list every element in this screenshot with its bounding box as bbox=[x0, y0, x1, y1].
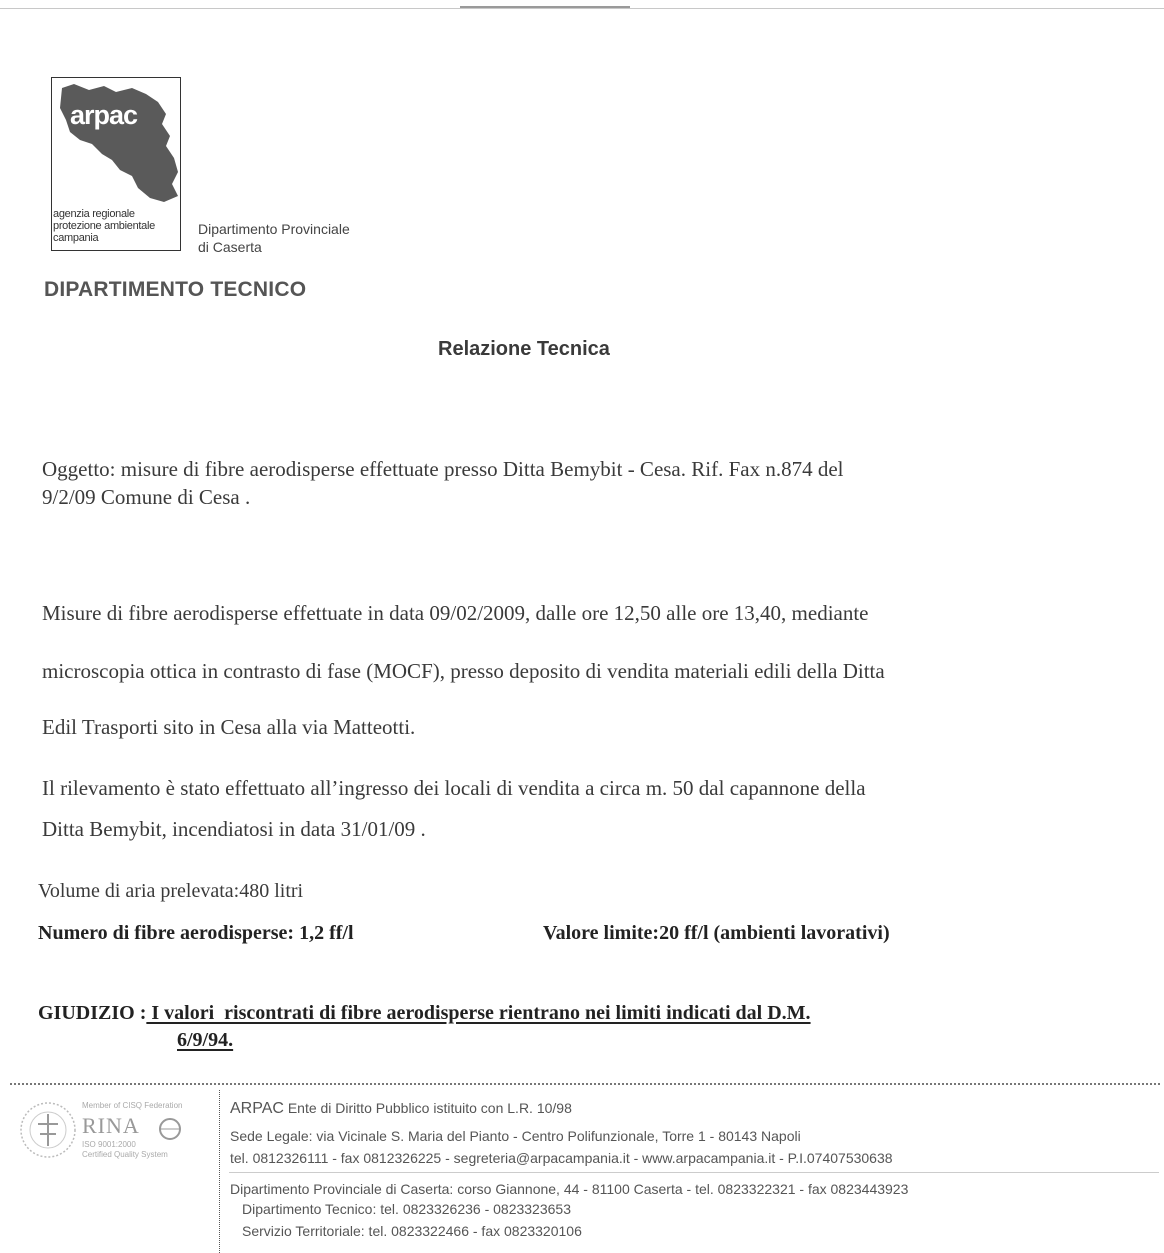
body-line: Il rilevamento è stato effettuato all’ingresso dei locali di vendita a circa m. 50 dal capannone della bbox=[42, 776, 866, 800]
logo-wordmark: arpac bbox=[70, 100, 138, 130]
footer-org-desc: Ente di Diritto Pubblico istituito con L.R. 10/98 bbox=[283, 1100, 572, 1116]
seal-icon bbox=[18, 1100, 78, 1160]
scan-edge-line bbox=[0, 8, 1164, 9]
footer-separator bbox=[229, 1172, 1159, 1173]
judgment-label: GIUDIZIO : bbox=[38, 1002, 147, 1024]
rina-certification bbox=[10, 1095, 200, 1165]
footer-territorial: Servizio Territoriale: tel. 0823322466 - fax 0823320106 bbox=[242, 1223, 582, 1239]
cert-brand: RINA bbox=[82, 1113, 140, 1138]
footer-vertical-divider bbox=[219, 1090, 220, 1253]
footer-divider bbox=[10, 1083, 1160, 1087]
department-line: di Caserta bbox=[198, 239, 262, 255]
cert-standard: ISO 9001:2000 bbox=[82, 1140, 136, 1149]
section-heading: DIPARTIMENTO TECNICO bbox=[44, 278, 307, 301]
fibre-count: Numero di fibre aerodisperse: 1,2 ff/l bbox=[38, 922, 354, 944]
scan-edge-mark bbox=[460, 6, 630, 8]
footer-legal-contacts: tel. 0812326111 - fax 0812326225 - segreteria@arpacampania.it - www.arpacampania.it - P.I.07407530638 bbox=[230, 1150, 893, 1166]
department-line: Dipartimento Provinciale bbox=[198, 221, 350, 237]
logo-caption-line: campania bbox=[53, 232, 99, 244]
body-line: Misure di fibre aerodisperse effettuate in data 09/02/2009, dalle ore 12,50 alle ore 13,40, mediante bbox=[42, 601, 869, 625]
rina-mark-icon bbox=[158, 1117, 182, 1141]
footer-org-line bbox=[230, 1100, 572, 1118]
judgment bbox=[38, 1002, 811, 1025]
limit-value: Valore limite:20 ff/l (ambienti lavorativi) bbox=[543, 922, 890, 944]
footer-tech-dept: Dipartimento Tecnico: tel. 0823326236 - 0823323653 bbox=[242, 1201, 571, 1217]
subject-line-2: 9/2/09 Comune di Cesa . bbox=[42, 485, 251, 509]
campania-map-icon bbox=[54, 80, 180, 206]
logo-caption bbox=[53, 208, 155, 244]
department-name bbox=[198, 220, 350, 256]
document-title: Relazione Tecnica bbox=[438, 338, 610, 360]
body-line: Ditta Bemybit, incendiatosi in data 31/01/09 . bbox=[42, 817, 426, 841]
cert-subtitle: Certified Quality System bbox=[82, 1150, 168, 1159]
footer-org-name: ARPAC bbox=[230, 1100, 284, 1117]
arpac-logo bbox=[51, 77, 181, 251]
footer-prov-dept: Dipartimento Provinciale di Caserta: corso Giannone, 44 - 81100 Caserta - tel. 0823322321 - fax 0823443923 bbox=[230, 1181, 909, 1197]
judgment-text-cont: 6/9/94. bbox=[177, 1029, 234, 1051]
judgment-text: I valori riscontrati di fibre aerodisperse rientrano nei limiti indicati dal D.M. bbox=[146, 1002, 811, 1024]
logo-caption-line: protezione ambientale bbox=[53, 220, 155, 232]
footer-legal-address: Sede Legale: via Vicinale S. Maria del Pianto - Centro Polifunzionale, Torre 1 - 80143 Napoli bbox=[230, 1128, 801, 1144]
body-line: Edil Trasporti sito in Cesa alla via Matteotti. bbox=[42, 715, 416, 739]
subject-line-1: Oggetto: misure di fibre aerodisperse effettuate presso Ditta Bemybit - Cesa. Rif. Fax n.874 del bbox=[42, 457, 844, 481]
cert-top-text: Member of CISQ Federation bbox=[82, 1101, 183, 1110]
body-line: microscopia ottica in contrasto di fase (MOCF), presso deposito di vendita materiali edili della Ditta bbox=[42, 659, 885, 683]
logo-caption-line: agenzia regionale bbox=[53, 208, 135, 220]
air-volume: Volume di aria prelevata:480 litri bbox=[38, 880, 304, 902]
